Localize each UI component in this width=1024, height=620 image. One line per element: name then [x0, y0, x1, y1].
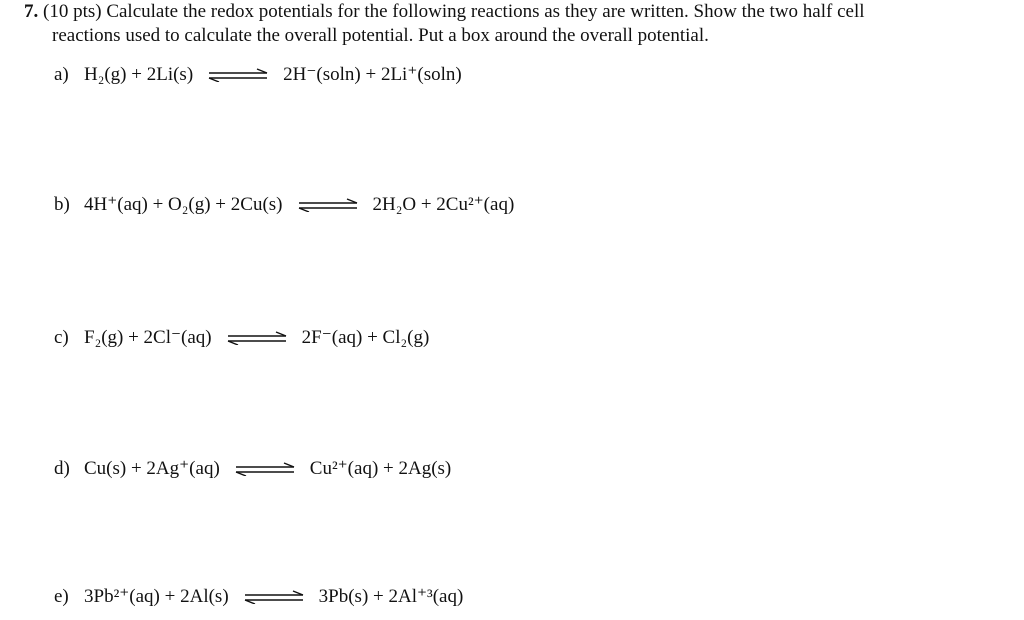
equilibrium-arrow-icon [297, 198, 359, 212]
question-text-line-2: reactions used to calculate the overall potential. Put a box around the overall potential. [52, 25, 709, 46]
question-text-line-1: (10 pts) Calculate the redox potentials for the following reactions as they are written. Show the two half cell [43, 1, 865, 22]
question-line-1 [24, 0, 1014, 24]
equilibrium-arrow-icon [207, 68, 269, 82]
reaction-b-reactants: 4H⁺(aq) + O₂(g) + 2Cu(s) [84, 194, 283, 215]
reaction-d-products: Cu²⁺(aq) + 2Ag(s) [309, 458, 452, 479]
question-number: 7. [24, 1, 39, 22]
equilibrium-arrow-icon [226, 331, 288, 345]
question-prompt [24, 0, 1014, 48]
reaction-b-label: b) [54, 194, 70, 215]
reaction-a-label: a) [54, 64, 69, 85]
reaction-d-label: d) [54, 458, 70, 479]
reaction-c-products: 2F⁻(aq) + Cl₂(g) [301, 327, 430, 348]
reaction-e-reactants: 3Pb²⁺(aq) + 2Al(s) [84, 586, 229, 607]
equilibrium-arrow-icon [234, 462, 296, 476]
reaction-e [54, 584, 463, 610]
reaction-c [54, 325, 429, 351]
reaction-d [54, 456, 451, 482]
reaction-c-reactants: F₂(g) + 2Cl⁻(aq) [84, 327, 212, 348]
reaction-a [54, 62, 462, 88]
reaction-c-label: c) [54, 327, 69, 348]
reaction-e-label: e) [54, 586, 69, 607]
reaction-b-products: 2H₂O + 2Cu²⁺(aq) [372, 194, 515, 215]
reaction-b [54, 192, 514, 218]
reaction-d-reactants: Cu(s) + 2Ag⁺(aq) [84, 458, 220, 479]
reaction-a-reactants: H₂(g) + 2Li(s) [84, 64, 194, 85]
reaction-a-products: 2H⁻(soln) + 2Li⁺(soln) [283, 64, 462, 85]
equilibrium-arrow-icon [243, 590, 305, 604]
reaction-e-products: 3Pb(s) + 2Al⁺³(aq) [318, 586, 464, 607]
